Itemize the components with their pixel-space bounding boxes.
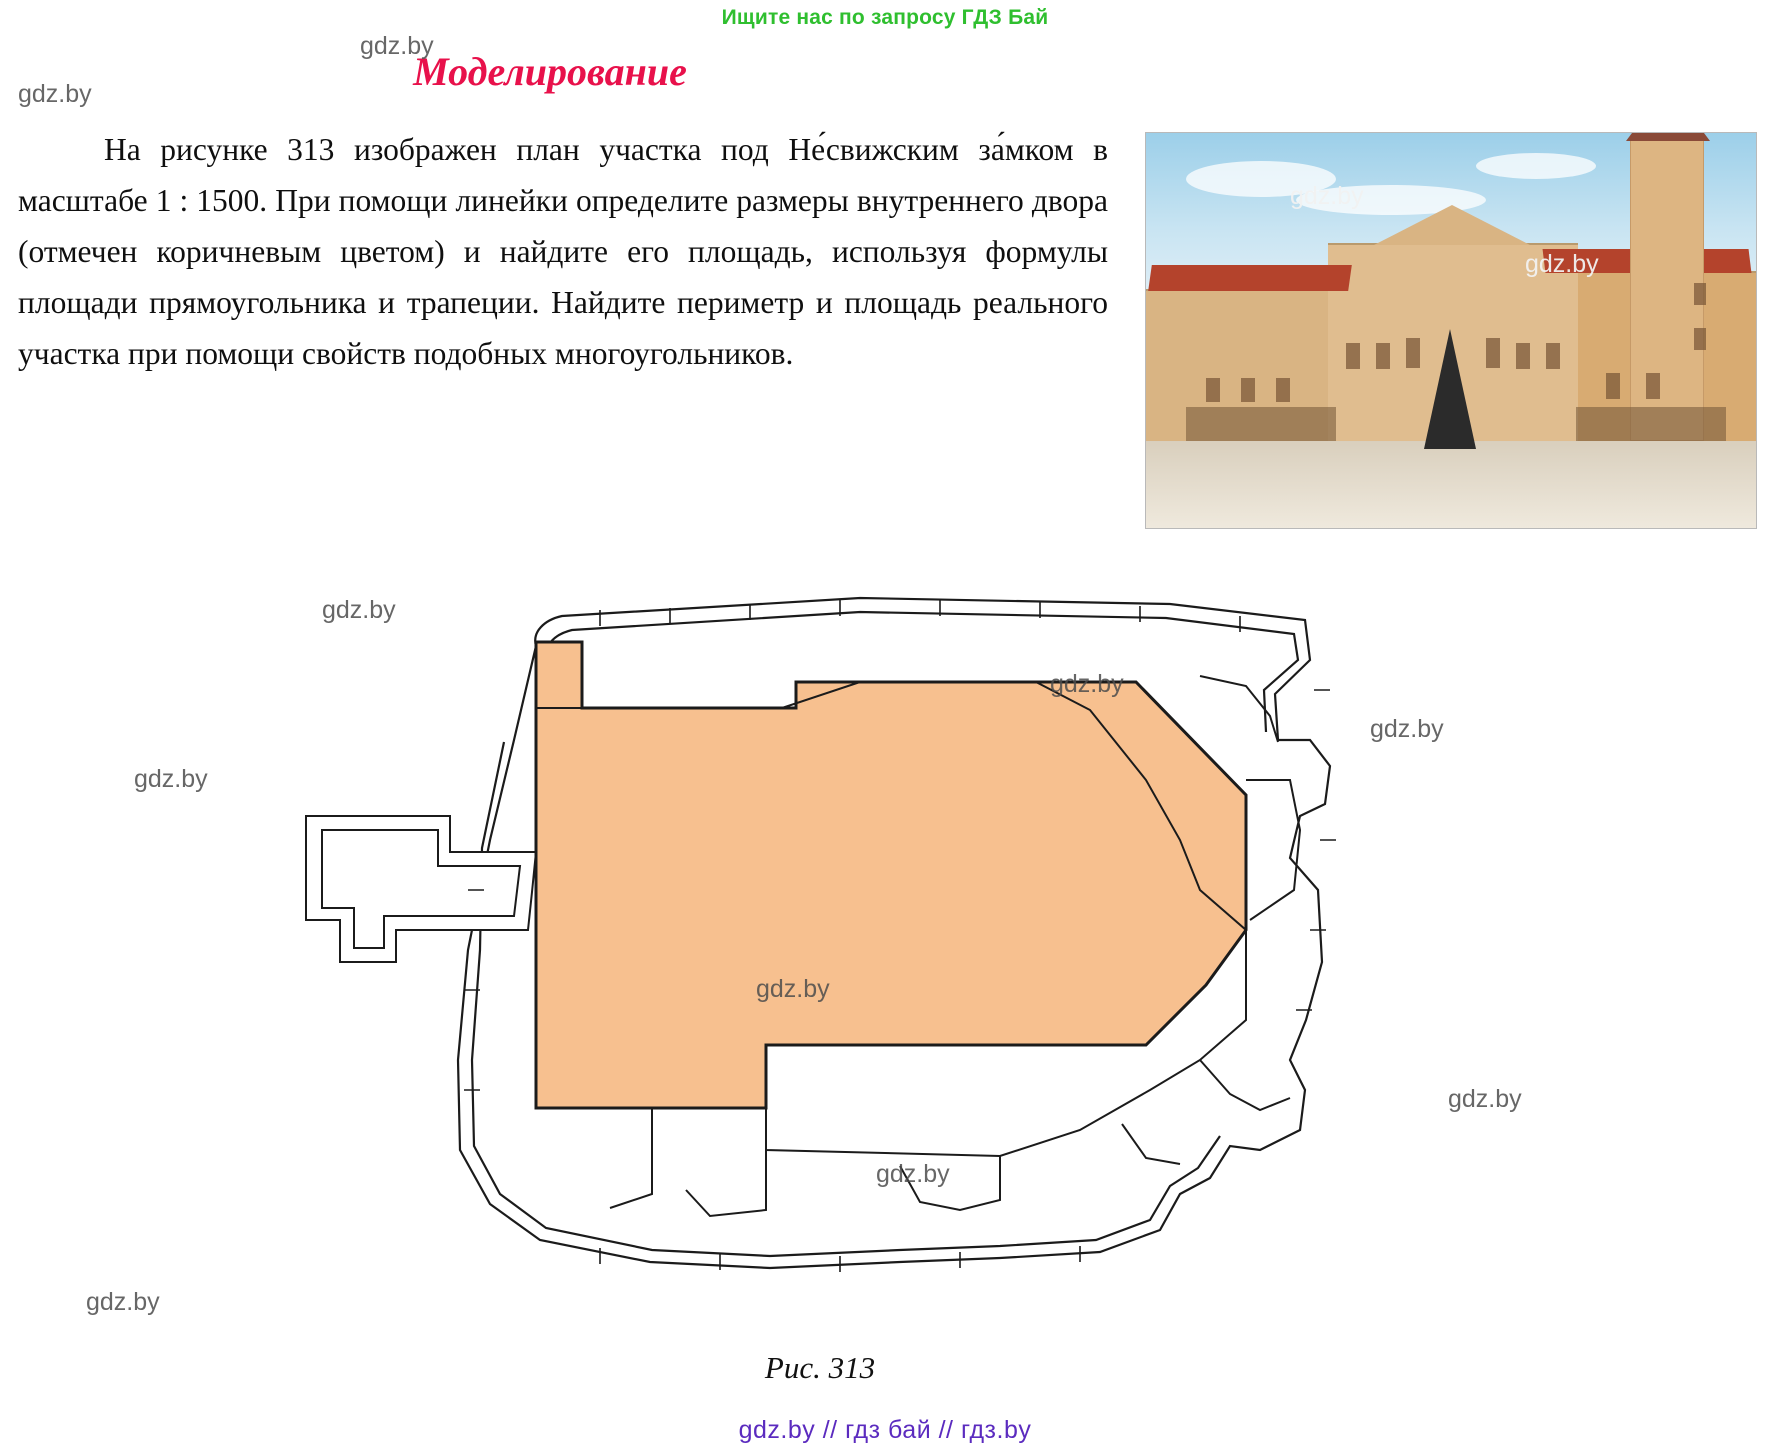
castle-plan-svg	[300, 590, 1530, 1350]
photo-window	[1406, 338, 1420, 368]
photo-window	[1376, 343, 1390, 369]
castle-photo	[1145, 132, 1757, 529]
watermark: gdz.by	[360, 32, 434, 60]
photo-roof-left	[1148, 265, 1352, 291]
photo-window	[1606, 373, 1620, 399]
photo-tower	[1630, 139, 1704, 441]
photo-window	[1646, 373, 1660, 399]
task-paragraph	[18, 124, 1108, 379]
page-title: Моделирование	[413, 49, 687, 94]
watermark: gdz.by	[1050, 670, 1124, 698]
watermark: gdz.by	[1448, 1085, 1522, 1113]
photo-tower-roof	[1626, 132, 1710, 141]
top-banner-text: Ищите нас по запросу ГДЗ Бай	[721, 6, 1049, 29]
photo-window	[1546, 343, 1560, 369]
watermark: gdz.by	[876, 1160, 950, 1188]
photo-window	[1694, 283, 1706, 305]
castle-plan-figure	[300, 590, 1530, 1350]
footer-text: gdz.by // гдз бай // гдз.by	[738, 1416, 1032, 1444]
watermark: gdz.by	[322, 596, 396, 624]
plan-inner-courtyard	[536, 642, 1246, 1108]
figure-caption: Рис. 313	[764, 1350, 876, 1385]
photo-arcade	[1186, 407, 1336, 441]
photo-cloud	[1476, 153, 1596, 179]
watermark: gdz.by	[1370, 715, 1444, 743]
watermark: gdz.by	[134, 765, 208, 793]
task-paragraph-text: На рисунке 313 изображен план участка под Не́свижским за́мком в масштабе 1 : 1500. При помощи линейки определите размеры внутреннего двора (отмечен коричневым цветом) и найдите его площадь, используя формулы площади прямоугольника и трапеции. Найдите периметр и площадь реального участка при помощи свойств подобных многоугольников.	[18, 132, 1108, 371]
photo-window	[1694, 328, 1706, 350]
photo-window	[1206, 378, 1220, 402]
watermark: gdz.by	[756, 975, 830, 1003]
watermark: gdz.by	[1525, 250, 1599, 278]
photo-window	[1486, 338, 1500, 368]
photo-window	[1346, 343, 1360, 369]
watermark: gdz.by	[18, 80, 92, 108]
photo-tree	[1424, 329, 1476, 449]
photo-window	[1516, 343, 1530, 369]
photo-window	[1241, 378, 1255, 402]
photo-pediment	[1374, 205, 1530, 245]
watermark: gdz.by	[86, 1288, 160, 1316]
plan-west-annex	[306, 816, 536, 962]
photo-courtyard-ground	[1146, 441, 1756, 528]
photo-window	[1276, 378, 1290, 402]
photo-arcade	[1576, 407, 1726, 441]
watermark: gdz.by	[1290, 182, 1364, 210]
